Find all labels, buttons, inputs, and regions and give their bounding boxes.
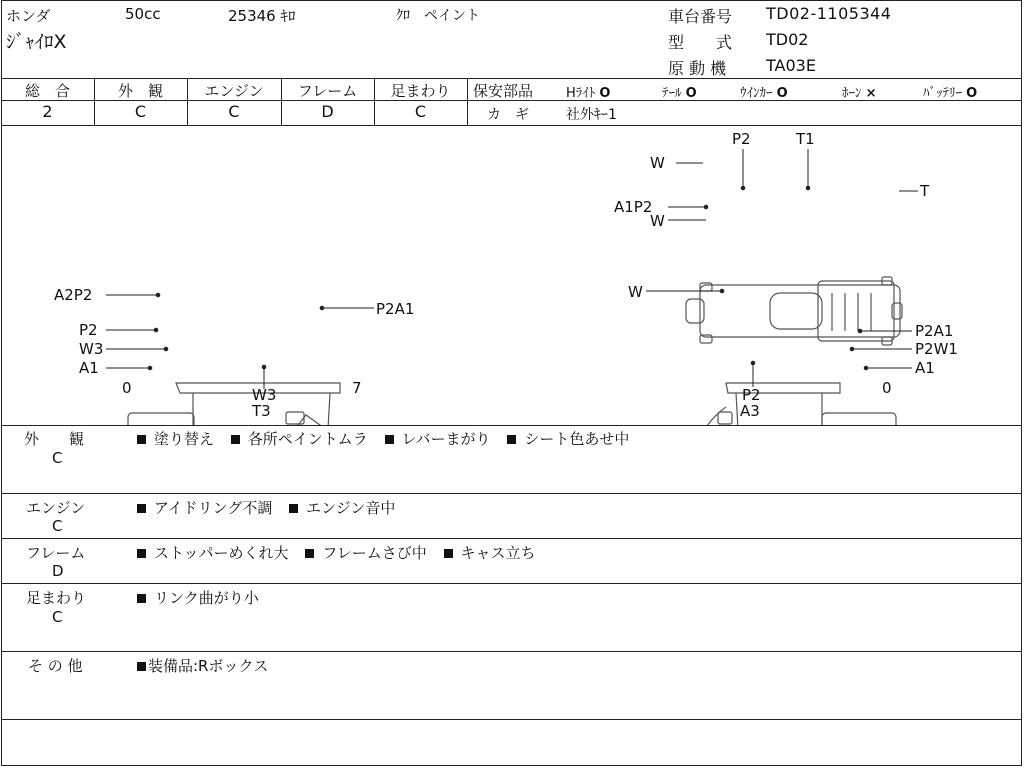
top-view-scooter (686, 277, 902, 345)
remark-grade: D (52, 562, 64, 580)
frame-grade: D (321, 102, 334, 121)
diagram-label: P2A1 (376, 300, 415, 318)
displacement: 50cc (125, 5, 161, 23)
divider (1, 425, 1022, 426)
exterior-label: 外 観 (117, 82, 163, 100)
remark-item: エンジン音中 (289, 499, 395, 517)
engine-value: TA03E (766, 56, 816, 75)
remark-items (137, 542, 548, 563)
diagram-label: T (920, 182, 930, 200)
diagram-label: T3 (252, 402, 271, 420)
remark-item: リンク曲がり小 (137, 589, 259, 607)
diagram-label: W (650, 212, 665, 230)
suspension-grade: C (414, 102, 427, 121)
left-view-scooter (122, 383, 352, 425)
divider (1, 651, 1022, 652)
remark-items (137, 655, 280, 676)
diagram-label: A2P2 (54, 286, 93, 304)
engine-grade-label: エンジン (204, 82, 264, 100)
overall-label: 総 合 (24, 82, 70, 100)
remark-item: アイドリング不調 (137, 499, 272, 517)
safety-item-headlight: Hﾗｲﾄ O (566, 86, 611, 101)
remark-item: キャス立ち (444, 544, 536, 562)
remark-grade: C (52, 517, 63, 535)
right-view-scooter (667, 383, 900, 425)
model-name: ｼﾞｬｲﾛX (6, 31, 67, 53)
remark-grade: C (52, 608, 63, 626)
diagram-label: A1P2 (614, 198, 653, 216)
safety-label: 保安部品 (473, 82, 534, 100)
remark-item: シート色あせ中 (507, 430, 629, 448)
remark-item: ストッパーめくれ大 (137, 544, 289, 562)
key-label: カ ギ (487, 107, 529, 123)
safety-item-winker: ｳｲﾝｶｰ O (740, 86, 788, 101)
overall-grade: 2 (42, 102, 53, 121)
safety-item-battery: ﾊﾞｯﾃﾘｰ O (923, 86, 978, 101)
remark-items (137, 428, 641, 449)
divider (1, 719, 1022, 720)
remark-label: 足まわり (26, 589, 87, 607)
engine-grade: C (228, 102, 240, 121)
engine-label: 原 動 機 (668, 59, 727, 78)
diagram-label: A1 (79, 359, 99, 377)
diagram-label: W (628, 283, 643, 301)
diagram-label: A3 (740, 402, 760, 420)
type-label: 型 式 (668, 33, 733, 52)
divider (467, 78, 468, 125)
frame-grade-label: フレーム (297, 82, 358, 100)
remark-item: 各所ペイントムラ (231, 430, 368, 448)
diagram-label: 0 (882, 379, 892, 397)
remark-label: 外 観 (24, 430, 85, 448)
remark-item: 塗り替え (137, 430, 214, 448)
safety-item-horn: ﾎｰﾝ × (842, 86, 877, 101)
remark-items (137, 497, 407, 518)
remark-grade: C (52, 449, 63, 467)
suspension-grade-label: 足まわり (390, 82, 451, 100)
diagram-label: P2W1 (915, 340, 958, 358)
remark-label: エンジン (26, 499, 86, 517)
key-value: 社外ｷｰ1 (566, 107, 617, 123)
divider (1, 493, 1022, 494)
diagram-label: W3 (252, 386, 277, 404)
diagram-label: W (650, 154, 665, 172)
frame-no: TD02-1105344 (766, 4, 892, 23)
diagram-label: P2 (742, 386, 761, 404)
diagram-label: P2 (732, 130, 751, 148)
remark-items (137, 587, 271, 608)
safety-item-tail: ﾃｰﾙ O (662, 86, 697, 101)
type-value: TD02 (766, 30, 809, 49)
diagram-label: 7 (352, 379, 362, 397)
divider (1, 583, 1022, 584)
remark-label: そ の 他 (28, 657, 83, 675)
exterior-grade: C (134, 102, 147, 121)
diagram-label: T1 (796, 130, 815, 148)
diagram-label: P2A1 (915, 322, 954, 340)
remark-item: フレームさび中 (305, 544, 426, 562)
divider (1, 78, 1022, 79)
damage-diagram (0, 125, 1024, 425)
maker: ホンダ (6, 7, 51, 25)
mileage: 25346 ｷﾛ (228, 7, 296, 25)
divider (1, 538, 1022, 539)
remark-item: 装備品:Rボックス (137, 657, 268, 675)
diagram-label: 0 (122, 379, 132, 397)
diagram-label: A1 (915, 359, 935, 377)
remark-item: レバーまがり (385, 430, 491, 448)
remark-label: フレーム (26, 544, 86, 562)
frame-no-label: 車台番号 (668, 7, 733, 26)
color: ｸﾛ ペイント (396, 8, 480, 24)
diagram-label: P2 (79, 321, 98, 339)
diagram-label: W3 (79, 340, 104, 358)
